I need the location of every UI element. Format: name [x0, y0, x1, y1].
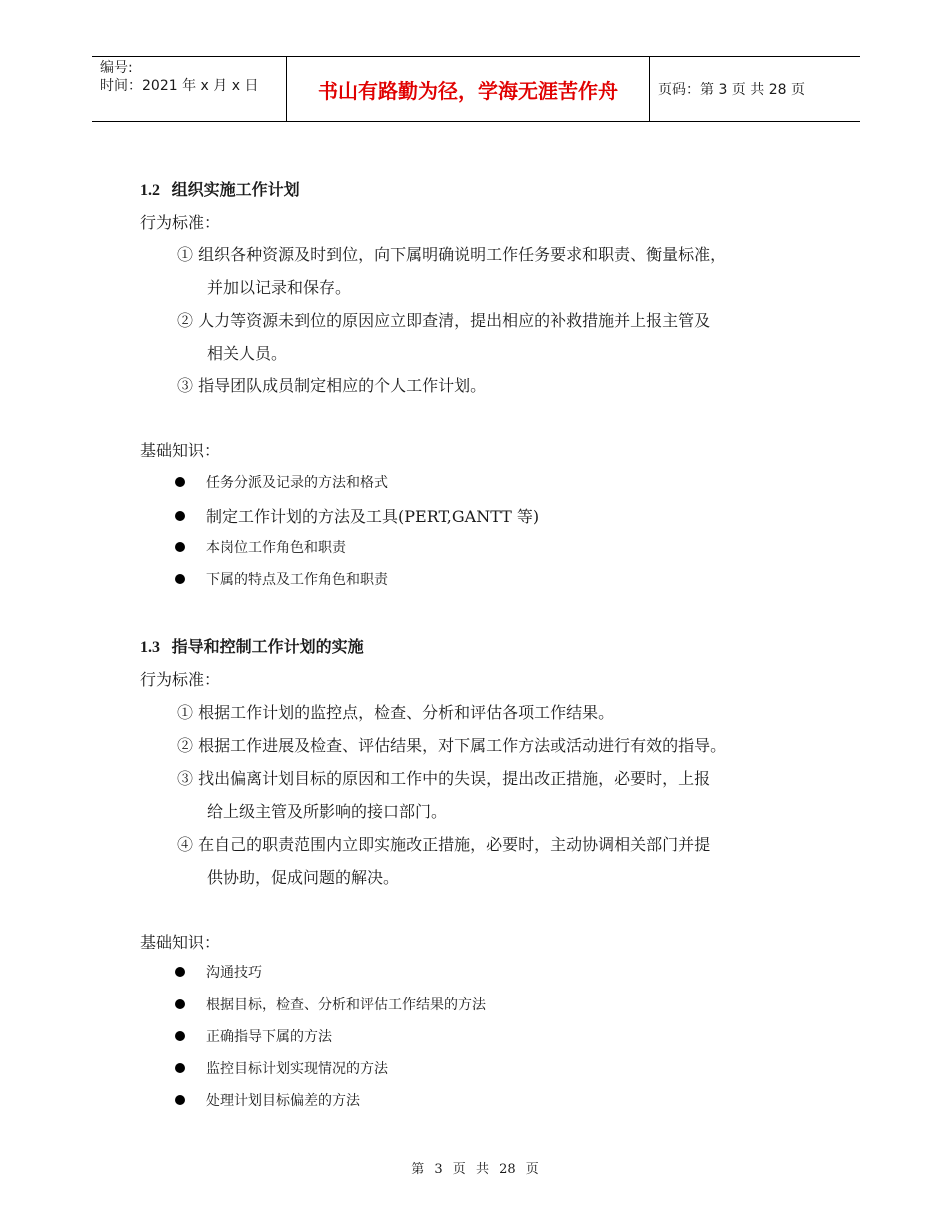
- header-motto: 书山有路勤为径，学海无涯苦作舟: [287, 57, 650, 121]
- knowledge-item: [175, 1026, 332, 1046]
- standard-item: ① 根据工作计划的监控点，检查、分析和评估各项工作结果。: [177, 703, 615, 722]
- footer-page-unit: 页: [452, 1162, 466, 1177]
- standard-item: ② 根据工作进展及检查、评估结果，对下属工作方法或活动进行有效的指导。: [177, 736, 727, 755]
- standard-item-cont: 相关人员。: [207, 344, 288, 363]
- knowledge-text: 监控目标计划实现情况的方法: [206, 1061, 388, 1077]
- standard-item: ④ 在自己的职责范围内立即实施改正措施，必要时，主动协调相关部门并提: [177, 835, 711, 854]
- knowledge-item: [175, 537, 346, 557]
- knowledge-item: [175, 962, 262, 982]
- knowledge-text: 下属的特点及工作角色和职责: [206, 572, 388, 588]
- footer-total-label: 共: [475, 1162, 489, 1177]
- knowledge-item: [175, 994, 486, 1014]
- standard-item: ③ 指导团队成员制定相应的个人工作计划。: [177, 376, 487, 395]
- bullet-icon: [175, 574, 185, 584]
- knowledge-text: 正确指导下属的方法: [206, 1029, 332, 1045]
- knowledge-text: 任务分派及记录的方法和格式: [206, 475, 388, 491]
- page-footer: [0, 1158, 950, 1177]
- standards-label: 行为标准：: [140, 670, 221, 689]
- bullet-icon: [175, 1031, 185, 1041]
- bullet-icon: [175, 511, 185, 521]
- bullet-icon: [175, 1063, 185, 1073]
- section-title-text: 指导和控制工作计划的实施: [171, 637, 364, 656]
- section-number: 1.3: [140, 639, 160, 656]
- standard-item-cont: 给上级主管及所影响的接口部门。: [207, 802, 448, 821]
- knowledge-item: [175, 1058, 388, 1078]
- section-title-text: 组织实施工作计划: [171, 180, 300, 199]
- bullet-icon: [175, 999, 185, 1009]
- bullet-icon: [175, 967, 185, 977]
- standard-item-cont: 供协助，促成问题的解决。: [207, 868, 400, 887]
- number-label: 编号:: [100, 60, 133, 76]
- header-meta: [92, 57, 287, 121]
- standard-item: ③ 找出偏离计划目标的原因和工作中的失误，提出改正措施，必要时，上报: [177, 769, 711, 788]
- knowledge-item: [175, 504, 539, 527]
- footer-page-number: 3: [434, 1162, 443, 1177]
- knowledge-label: 基础知识：: [140, 933, 221, 952]
- bullet-icon: [175, 477, 185, 487]
- knowledge-item: [175, 472, 388, 492]
- knowledge-text: 根据目标，检查、分析和评估工作结果的方法: [206, 997, 486, 1013]
- standards-label: 行为标准：: [140, 213, 221, 232]
- footer-first: 第: [411, 1162, 425, 1177]
- header-page-info: 页码：第 3 页 共 28 页: [658, 82, 805, 98]
- standard-item: ② 人力等资源未到位的原因应立即查清，提出相应的补救措施并上报主管及: [177, 311, 711, 330]
- footer-total: 28: [499, 1162, 516, 1177]
- section-number: 1.2: [140, 182, 160, 199]
- standard-item-cont: 并加以记录和保存。: [207, 278, 352, 297]
- bullet-icon: [175, 542, 185, 552]
- section-title-1-2: [140, 177, 300, 200]
- bullet-icon: [175, 1095, 185, 1105]
- section-title-1-3: [140, 634, 364, 657]
- knowledge-text: 沟通技巧: [206, 965, 262, 981]
- standard-item: ① 组织各种资源及时到位，向下属明确说明工作任务要求和职责、衡量标准，: [177, 245, 727, 264]
- knowledge-item: [175, 569, 388, 589]
- knowledge-text: 本岗位工作角色和职责: [206, 540, 346, 556]
- knowledge-text: 处理计划目标偏差的方法: [206, 1093, 360, 1109]
- time-label: 时间：2021 年 x 月 x 日: [100, 78, 259, 94]
- knowledge-label: 基础知识：: [140, 441, 221, 460]
- knowledge-item: [175, 1090, 360, 1110]
- knowledge-text: 制定工作计划的方法及工具(PERT,GANTT 等): [206, 507, 540, 526]
- page-header: [92, 56, 860, 122]
- footer-total-unit: 页: [525, 1162, 539, 1177]
